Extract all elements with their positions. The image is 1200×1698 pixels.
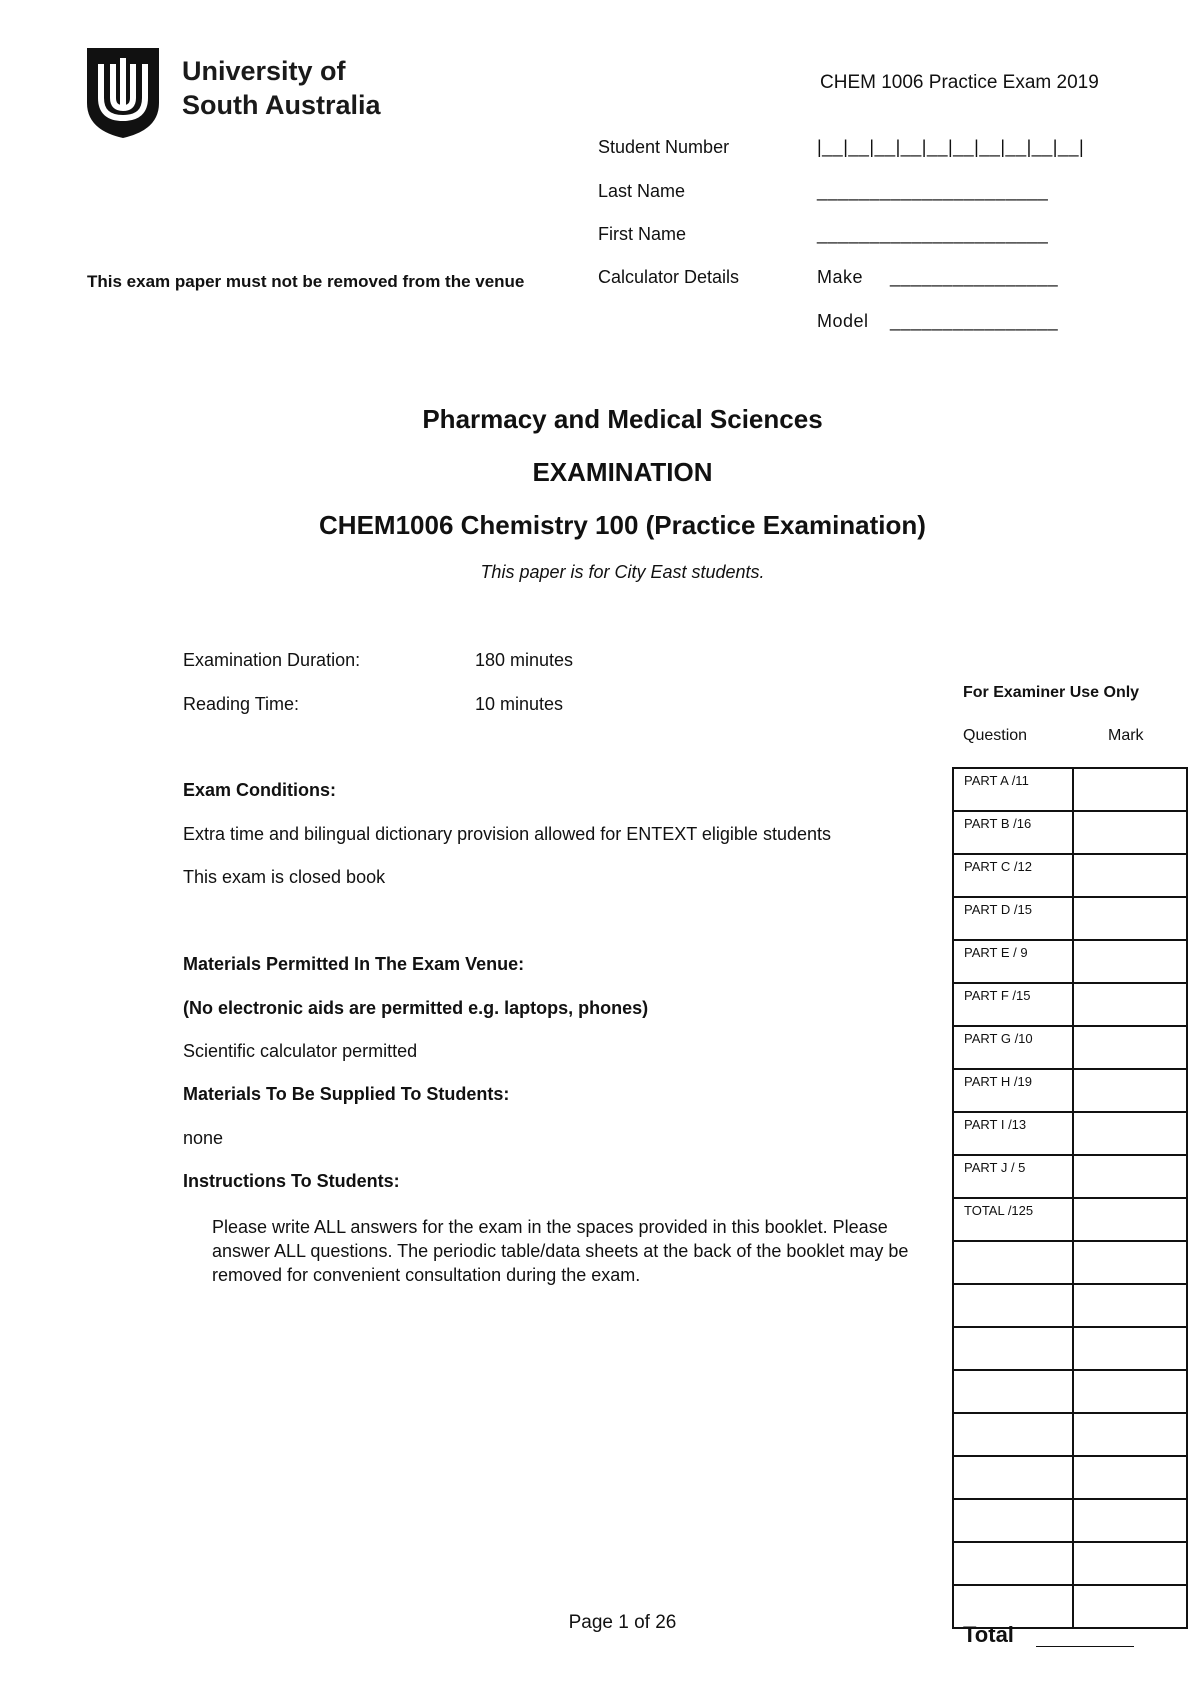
mark-cell[interactable] xyxy=(1073,897,1187,940)
university-logo-icon xyxy=(87,48,159,138)
question-cell: PART D /15 xyxy=(953,897,1073,940)
first-name-label: First Name xyxy=(598,224,687,244)
mark-cell[interactable] xyxy=(1073,1284,1187,1327)
table-row xyxy=(953,1026,1187,1069)
question-cell xyxy=(953,1241,1073,1284)
table-row xyxy=(953,854,1187,897)
mark-cell[interactable] xyxy=(1073,1155,1187,1198)
table-row xyxy=(953,1327,1187,1370)
venue-note: This exam paper must not be removed from the venue xyxy=(87,272,525,291)
examiner-use-title: For Examiner Use Only xyxy=(963,684,1140,701)
total-entry-line[interactable] xyxy=(1036,1646,1134,1647)
mark-cell[interactable] xyxy=(1073,854,1187,897)
question-cell xyxy=(953,1542,1073,1585)
question-cell: PART I /13 xyxy=(953,1112,1073,1155)
table-row xyxy=(953,1241,1187,1284)
conditions-line1: Extra time and bilingual dictionary provision allowed for ENTEXT eligible students xyxy=(183,824,831,844)
student-number-field[interactable]: |__|__|__|__|__|__|__|__|__|__| xyxy=(817,137,1085,157)
materials-permitted-note: (No electronic aids are permitted e.g. laptops, phones) xyxy=(183,998,649,1018)
question-cell: PART J / 5 xyxy=(953,1155,1073,1198)
materials-permitted-heading: Materials Permitted In The Exam Venue: xyxy=(183,954,525,974)
mark-cell[interactable] xyxy=(1073,768,1187,811)
instructions-text: Please write ALL answers for the exam in the spaces provided in this booklet. Please answer ALL questions. The periodic table/data sheets at the back of the booklet may be removed for convenient consultation during the exam. xyxy=(212,1217,909,1285)
duration-value: 180 minutes xyxy=(475,650,574,670)
mark-cell[interactable] xyxy=(1073,1499,1187,1542)
instructions-heading: Instructions To Students: xyxy=(183,1171,400,1191)
mark-column-header: Mark xyxy=(1108,727,1144,744)
question-cell: PART A /11 xyxy=(953,768,1073,811)
materials-supplied-item: none xyxy=(183,1128,224,1148)
course-title: CHEM1006 Chemistry 100 (Practice Examination) xyxy=(319,510,926,540)
question-column-header: Question xyxy=(963,727,1028,744)
table-row xyxy=(953,1284,1187,1327)
table-row xyxy=(953,1069,1187,1112)
examiner-marks-table xyxy=(952,767,1188,1629)
question-cell: PART F /15 xyxy=(953,983,1073,1026)
conditions-line2: This exam is closed book xyxy=(183,867,386,887)
table-row xyxy=(953,1456,1187,1499)
student-number-label: Student Number xyxy=(598,137,730,157)
mark-cell[interactable] xyxy=(1073,811,1187,854)
duration-label: Examination Duration: xyxy=(183,650,361,670)
page-number: Page 1 of 26 xyxy=(568,1612,677,1633)
mark-cell[interactable] xyxy=(1073,1413,1187,1456)
question-cell: PART C /12 xyxy=(953,854,1073,897)
table-row xyxy=(953,768,1187,811)
total-label: Total xyxy=(963,1622,1014,1647)
university-name-line2: South Australia xyxy=(182,90,381,120)
mark-cell[interactable] xyxy=(1073,1542,1187,1585)
mark-cell[interactable] xyxy=(1073,1198,1187,1241)
reading-time-value: 10 minutes xyxy=(475,694,564,714)
calculator-model-field[interactable]: ________________ xyxy=(890,311,1059,331)
question-cell xyxy=(953,1284,1073,1327)
audience-note: This paper is for City East students. xyxy=(480,562,765,582)
table-row xyxy=(953,940,1187,983)
reading-time-label: Reading Time: xyxy=(183,694,300,714)
calculator-details-label: Calculator Details xyxy=(598,267,740,287)
conditions-heading: Exam Conditions: xyxy=(183,780,337,800)
table-row xyxy=(953,1499,1187,1542)
question-cell xyxy=(953,1413,1073,1456)
table-row xyxy=(953,983,1187,1026)
exam-heading: EXAMINATION xyxy=(532,457,713,487)
question-cell: TOTAL /125 xyxy=(953,1198,1073,1241)
question-cell: PART E / 9 xyxy=(953,940,1073,983)
table-row xyxy=(953,1198,1187,1241)
question-cell: PART B /16 xyxy=(953,811,1073,854)
faculty-title: Pharmacy and Medical Sciences xyxy=(422,404,823,434)
calculator-make-label: Make xyxy=(817,267,864,287)
question-cell xyxy=(953,1499,1073,1542)
table-row xyxy=(953,897,1187,940)
mark-cell[interactable] xyxy=(1073,983,1187,1026)
mark-cell[interactable] xyxy=(1073,1026,1187,1069)
mark-cell[interactable] xyxy=(1073,1327,1187,1370)
question-cell xyxy=(953,1456,1073,1499)
table-row xyxy=(953,1413,1187,1456)
mark-cell[interactable] xyxy=(1073,1241,1187,1284)
table-row xyxy=(953,1155,1187,1198)
table-row xyxy=(953,1112,1187,1155)
question-cell xyxy=(953,1327,1073,1370)
question-cell: PART H /19 xyxy=(953,1069,1073,1112)
first-name-field[interactable]: ______________________ xyxy=(817,224,1049,244)
mark-cell[interactable] xyxy=(1073,940,1187,983)
question-cell xyxy=(953,1370,1073,1413)
table-row xyxy=(953,1542,1187,1585)
university-name xyxy=(182,54,381,122)
table-row xyxy=(953,811,1187,854)
materials-supplied-heading: Materials To Be Supplied To Students: xyxy=(183,1084,510,1104)
mark-cell[interactable] xyxy=(1073,1456,1187,1499)
calculator-model-label: Model xyxy=(817,311,869,331)
university-name-line1: University of xyxy=(182,56,346,86)
mark-cell[interactable] xyxy=(1073,1069,1187,1112)
exam-code: CHEM 1006 Practice Exam 2019 xyxy=(820,72,1099,93)
mark-cell[interactable] xyxy=(1073,1112,1187,1155)
last-name-field[interactable]: ______________________ xyxy=(817,181,1049,201)
last-name-label: Last Name xyxy=(598,181,686,201)
table-row xyxy=(953,1370,1187,1413)
mark-cell[interactable] xyxy=(1073,1370,1187,1413)
materials-permitted-item: Scientific calculator permitted xyxy=(183,1041,418,1061)
calculator-make-field[interactable]: ________________ xyxy=(890,267,1059,287)
question-cell: PART G /10 xyxy=(953,1026,1073,1069)
